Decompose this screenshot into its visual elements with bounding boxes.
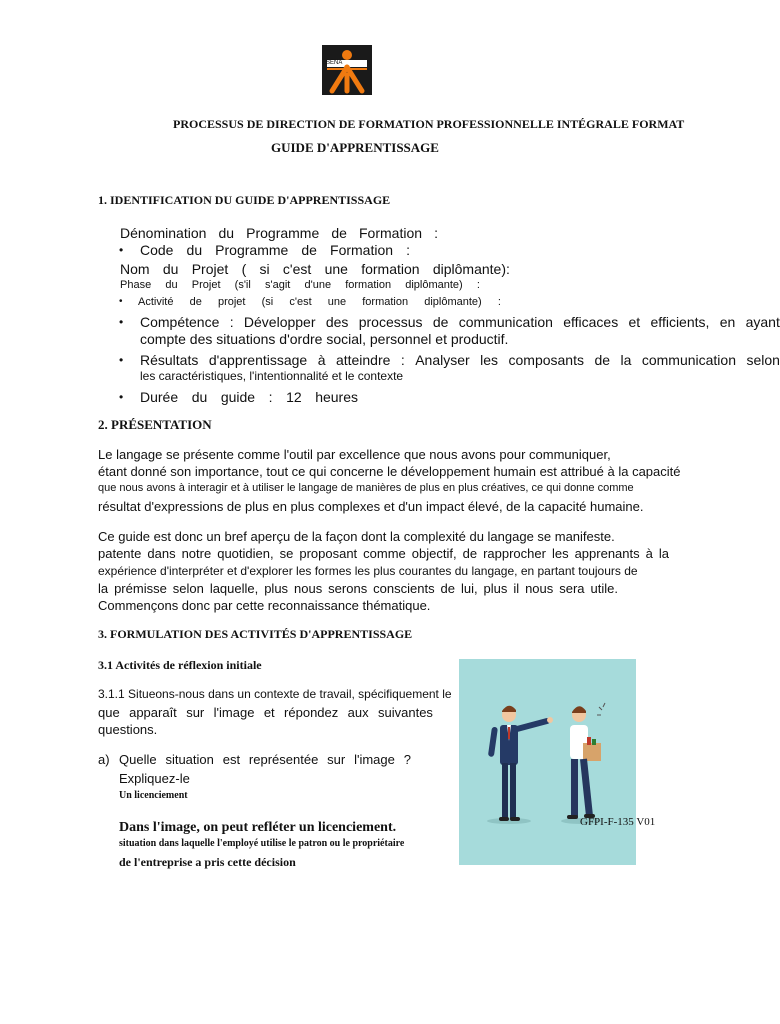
question-a: Expliquez-le — [119, 771, 190, 786]
word: de — [440, 581, 455, 596]
dismissal-illustration — [459, 659, 636, 865]
word: heures — [315, 389, 358, 405]
word: des — [325, 314, 349, 330]
word: lui, — [460, 581, 478, 596]
word: conscients — [373, 581, 435, 596]
question-a-label: a) — [98, 752, 110, 767]
word: de — [594, 352, 611, 368]
word: du — [186, 242, 203, 258]
word: selon — [746, 352, 780, 368]
word: à — [317, 352, 326, 368]
word: : — [229, 314, 234, 330]
word: si — [259, 261, 270, 277]
word: diplômante): — [432, 261, 510, 277]
presentation-text: expérience d'interpréter et d'explorer les formes les plus courantes du langage, en partant toujours de — [98, 564, 638, 578]
word: les — [551, 546, 569, 561]
word: Code — [140, 242, 174, 258]
word: nous — [294, 581, 323, 596]
word: du — [218, 225, 235, 241]
word: situation — [165, 752, 214, 767]
word: suivantes — [378, 705, 433, 720]
bullet-icon: • — [119, 243, 124, 257]
word: 12 — [286, 389, 302, 405]
word: de — [189, 296, 202, 308]
word: et — [628, 314, 641, 330]
word: utile. — [590, 581, 618, 596]
answer-text: de l'entreprise a pris cette décision — [119, 855, 296, 869]
word: s'agit — [264, 279, 291, 291]
word: Compétence — [140, 314, 220, 330]
word: c'est — [289, 296, 312, 308]
word: dans — [147, 546, 176, 561]
word: Dénomination — [120, 225, 207, 241]
word: Résultats — [140, 352, 199, 368]
word: ? — [403, 752, 411, 767]
answer-text: Dans l'image, on peut refléter un licenciement. — [119, 820, 397, 835]
section-2-heading: 2. PRÉSENTATION — [98, 417, 212, 432]
question-3-1-1: questions. — [98, 722, 158, 737]
word: l'image — [354, 752, 395, 767]
word: la — [658, 546, 669, 561]
word: se — [279, 546, 294, 561]
word: plus — [483, 581, 508, 596]
word: efficaces — [563, 314, 619, 330]
word: sur — [327, 752, 346, 767]
word: la — [98, 581, 109, 596]
field-phase — [120, 279, 480, 291]
sena-logo-mark — [322, 45, 372, 95]
word: sur — [186, 705, 205, 720]
word: (si — [261, 296, 274, 308]
field-code — [140, 242, 410, 258]
field-denomination — [120, 225, 438, 241]
word: il — [513, 581, 520, 596]
word: de — [301, 242, 317, 258]
word: ayant — [745, 314, 780, 330]
word: d'apprentissage — [208, 352, 308, 368]
word: est — [222, 752, 241, 767]
word: apparaît — [129, 705, 177, 720]
word: rapprocher — [483, 546, 546, 561]
word: l'image — [213, 705, 255, 720]
word: Quelle — [119, 752, 157, 767]
word: Durée — [140, 389, 179, 405]
section-1-heading: 1. IDENTIFICATION DU GUIDE D'APPRENTISSAGE — [98, 193, 391, 207]
word: : — [497, 296, 501, 308]
word: objectif, — [411, 546, 457, 561]
field-activite — [138, 296, 501, 308]
word: serons — [328, 581, 368, 596]
document-subtitle: GUIDE D'APPRENTISSAGE — [271, 140, 439, 155]
word: efficients, — [650, 314, 710, 330]
word: Projet — [191, 279, 221, 291]
word: Développer — [243, 314, 316, 330]
word: : — [268, 389, 273, 405]
bullet-icon: • — [119, 353, 124, 367]
word: la — [620, 352, 632, 368]
word: Formation — [330, 242, 394, 258]
presentation-text: étant donné son importance, tout ce qui concerne le développement humain est attribué à la capacité — [98, 464, 681, 479]
word: : — [434, 225, 438, 241]
word: Projet — [191, 261, 229, 277]
answer-text: Un licenciement — [119, 790, 188, 801]
word: une — [324, 261, 348, 277]
word: en — [719, 314, 736, 330]
word: à — [645, 546, 653, 561]
word: composants — [508, 352, 584, 368]
document-title: PROCESSUS DE DIRECTION DE FORMATION PROFESSIONNELLE INTÉGRALE FORMAT — [173, 117, 685, 131]
word: les — [480, 352, 499, 368]
section-3-heading: 3. FORMULATION DES ACTIVITÉS D'APPRENTISSAGE — [98, 627, 413, 641]
word: communication — [641, 352, 736, 368]
presentation-text: Ce guide est donc un bref aperçu de la façon dont la complexité du langage se manifeste. — [98, 529, 615, 544]
word: Nom — [120, 261, 150, 277]
presentation-text: résultat d'expressions de plus en plus complexes et d'un impact élevé, de la capacité humaine. — [98, 499, 644, 514]
question-3-1-1: 3.1.1 Situeons-nous dans un contexte de travail, spécifiquement le — [98, 687, 452, 701]
word: d'une — [304, 279, 332, 291]
word: de — [331, 225, 347, 241]
word: Analyser — [415, 352, 470, 368]
word: aux — [347, 705, 369, 720]
word: guide — [220, 389, 256, 405]
word: formation — [361, 261, 420, 277]
word: représentée — [248, 752, 319, 767]
word: comme — [363, 546, 406, 561]
word: de — [432, 314, 449, 330]
word: apprenants — [574, 546, 640, 561]
word: : — [476, 279, 480, 291]
word: atteindre — [335, 352, 391, 368]
bullet-icon: • — [119, 296, 123, 307]
bullet-icon: • — [119, 390, 124, 404]
field-duree — [140, 389, 358, 405]
word: selon — [172, 581, 204, 596]
word: du — [191, 389, 208, 405]
word: Activité — [138, 296, 174, 308]
word: que — [98, 705, 120, 720]
word: formation — [345, 279, 392, 291]
word: nous — [525, 581, 554, 596]
word: diplômante) — [405, 279, 463, 291]
presentation-text — [98, 581, 618, 596]
word: diplômante) — [424, 296, 482, 308]
form-code: GFPI-F-135 V01 — [580, 816, 656, 828]
presentation-text: Commençons donc par cette reconnaissance thématique. — [98, 598, 431, 613]
word: de — [462, 546, 478, 561]
word: : — [406, 242, 410, 258]
word: Programme — [215, 242, 289, 258]
word: notre — [181, 546, 212, 561]
word: du — [162, 261, 179, 277]
question-a — [119, 752, 411, 767]
word: formation — [362, 296, 409, 308]
presentation-text: Le langage se présente comme l'outil par excellence que nous avons pour communiquer, — [98, 447, 611, 462]
dismissal-scene-image — [459, 659, 636, 865]
field-projet — [120, 261, 510, 277]
word: Formation — [359, 225, 423, 241]
question-3-1-1 — [98, 705, 433, 720]
word: prémisse — [114, 581, 167, 596]
word: ( — [241, 261, 247, 277]
answer-text: situation dans laquelle l'employé utilise le patron ou le propriétaire — [119, 838, 405, 849]
bullet-icon: • — [119, 315, 124, 329]
word: répondez — [284, 705, 339, 720]
presentation-text: que nous avons à interagir et à utiliser le langage de manières de plus en plus créatives, ce qui donne comme — [98, 482, 634, 494]
word: proposant — [299, 546, 358, 561]
word: projet — [217, 296, 246, 308]
resultats-continuation: les caractéristiques, l'intentionnalité et le contexte — [140, 369, 404, 383]
word: processus — [358, 314, 423, 330]
word: et — [263, 705, 275, 720]
word: du — [165, 279, 178, 291]
word: quotidien, — [217, 546, 274, 561]
word: laquelle, — [209, 581, 259, 596]
word: une — [327, 296, 347, 308]
word: communication — [458, 314, 553, 330]
logo-text: SENA — [326, 60, 343, 66]
word: c'est — [282, 261, 312, 277]
section-3-1-heading: 3.1 Activités de réflexion initiale — [98, 658, 262, 672]
presentation-text — [98, 546, 669, 561]
word: Phase — [120, 279, 152, 291]
sena-logo — [322, 45, 372, 95]
field-resultats — [140, 352, 780, 368]
word: sera — [559, 581, 585, 596]
field-competence — [140, 314, 780, 330]
competence-continuation: compte des situations d'ordre social, personnel et productif. — [140, 331, 509, 347]
word: Programme — [246, 225, 320, 241]
word: : — [400, 352, 405, 368]
word: patente — [98, 546, 142, 561]
word: (s'il — [234, 279, 251, 291]
word: plus — [264, 581, 289, 596]
